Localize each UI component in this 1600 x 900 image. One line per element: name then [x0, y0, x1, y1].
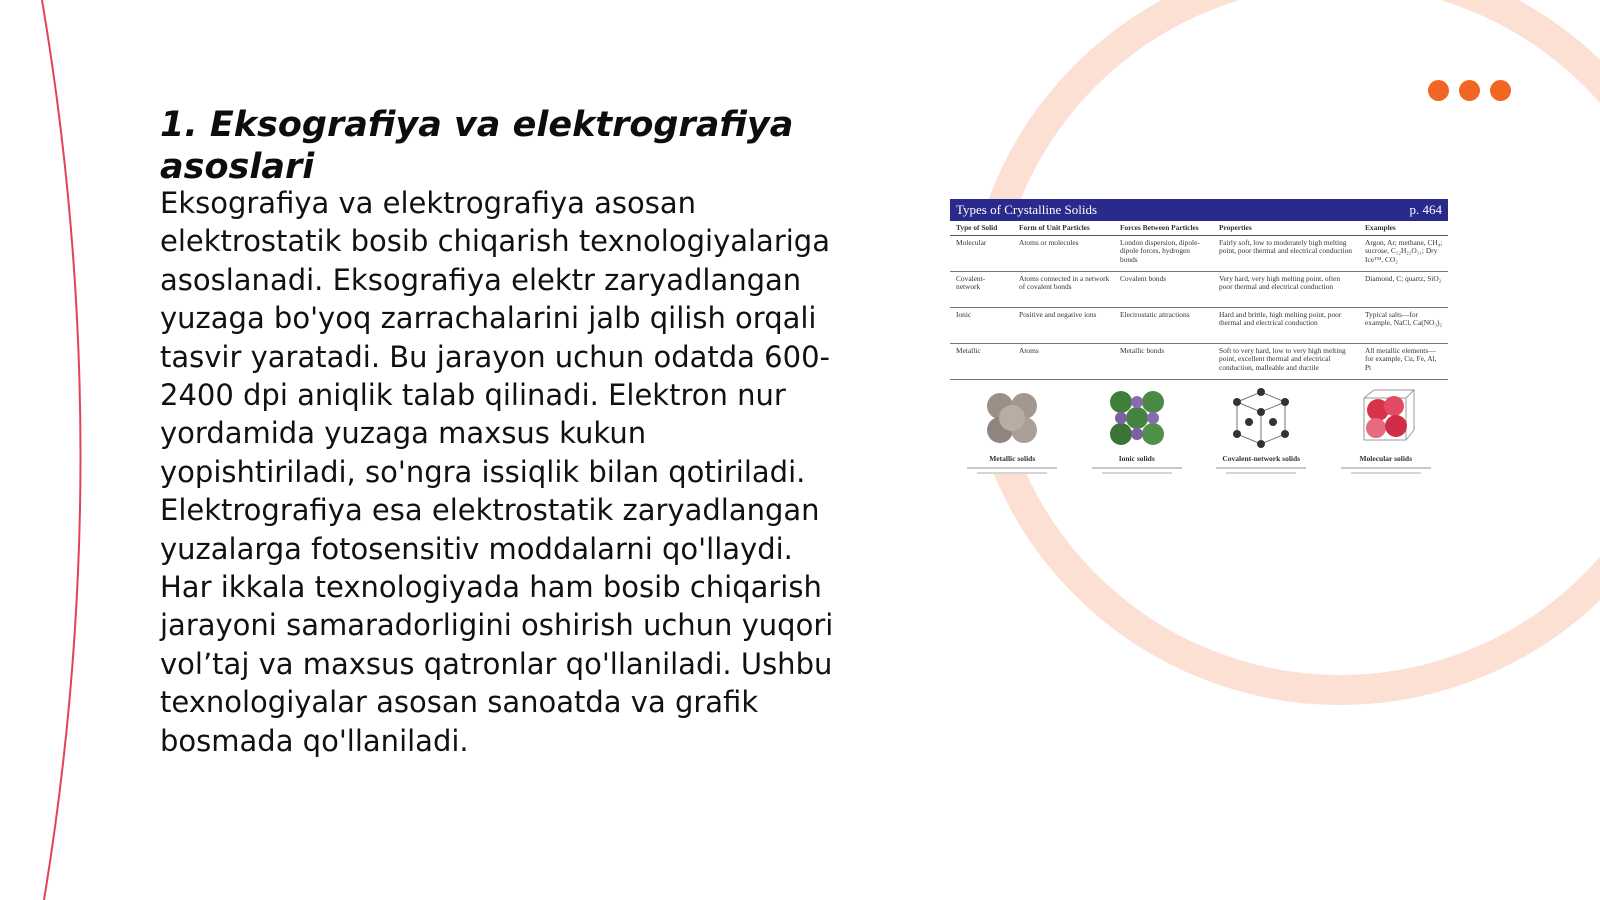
ionic-solid-illustration: [1078, 384, 1196, 474]
table-cell: Atoms: [1013, 343, 1114, 379]
table-cell: London dispersion, dipole-dipole forces, hydrogen bonds: [1114, 235, 1213, 271]
covalent-network-solid-illustration: [1202, 384, 1320, 474]
figure-page-number: p. 464: [1409, 202, 1442, 217]
figure-title: Types of Crystalline Solids: [956, 202, 1098, 217]
slide-title: 1. Eksografiya va elektrografiya asoslari: [160, 105, 794, 187]
caption-text-placeholder: [1092, 467, 1182, 469]
table-header-row: [950, 221, 1448, 235]
table-row: [950, 307, 1448, 343]
table-cell: Ionic: [950, 307, 1013, 343]
metallic-solid-illustration: [953, 384, 1071, 474]
figure-table: [950, 221, 1448, 380]
table-column-header: Forces Between Particles: [1114, 221, 1213, 235]
table-column-header: Properties: [1213, 221, 1359, 235]
molecular-solid-illustration: [1327, 384, 1445, 474]
table-cell: Soft to very hard, low to very high melting point, excellent thermal and electrical conduction, malleable and ductile: [1213, 343, 1359, 379]
caption-text-placeholder: [1226, 472, 1296, 474]
crystal-structure-images: [950, 380, 1448, 474]
caption-text-placeholder: [967, 467, 1057, 469]
molecular-lattice-icon: [1352, 384, 1420, 452]
table-column-header: Form of Unit Particles: [1013, 221, 1114, 235]
ionic-lattice-icon: [1103, 384, 1171, 452]
table-cell: Typical salts—for example, NaCl, Ca(NO₃)₂: [1359, 307, 1448, 343]
table-row: [950, 343, 1448, 379]
image-caption: Covalent-network solids: [1222, 453, 1301, 463]
table-cell: Electrostatic attractions: [1114, 307, 1213, 343]
caption-text-placeholder: [1216, 467, 1306, 469]
table-cell: Molecular: [950, 235, 1013, 271]
table-cell: Covalent-network: [950, 271, 1013, 307]
table-column-header: Examples: [1359, 221, 1448, 235]
table-cell: Argon, Ar; methane, CH₄; sucrose, C₁₂H₂₂O₁₁; Dry Ice™, CO₂: [1359, 235, 1448, 271]
table-cell: Fairly soft, low to moderately high melting point, poor thermal and electrical conduction: [1213, 235, 1359, 271]
table-cell: All metallic elements—for example, Cu, Fe, Al, Pt: [1359, 343, 1448, 379]
figure-header: [950, 199, 1448, 221]
image-caption: Ionic solids: [1118, 453, 1155, 463]
table-row: [950, 271, 1448, 307]
table-cell: Atoms or molecules: [1013, 235, 1114, 271]
caption-text-placeholder: [1351, 472, 1421, 474]
table-cell: Very hard, very high melting point, often poor thermal and electrical conduction: [1213, 271, 1359, 307]
image-caption: Metallic solids: [989, 453, 1036, 463]
left-accent-curve: [42, 0, 81, 900]
dot-icon: [1428, 80, 1449, 101]
table-row: [950, 235, 1448, 271]
caption-text-placeholder: [977, 472, 1047, 474]
caption-text-placeholder: [1102, 472, 1172, 474]
table-cell: Positive and negative ions: [1013, 307, 1114, 343]
table-cell: Covalent bonds: [1114, 271, 1213, 307]
table-cell: Atoms connected in a network of covalent bonds: [1013, 271, 1114, 307]
covalent-lattice-icon: [1227, 384, 1295, 452]
slide-body-text: Eksografiya va elektrografiya asosan elektrostatik bosib chiqarish texnologiyalariga asoslanadi. Eksografiya elektr zaryadlangan yuzaga bo'yoq zarrachalarini jalb qilish orqali tasvir yaratadi. Bu jarayon uchun odatda 600-2400 dpi aniqlik talab qilinadi. Elektron nur yordamida yuzaga maxsus kukun yopishtiriladi, so'ngra issiqlik bilan qotiriladi. Elektrografiya esa elektrostatik zaryadlangan yuzalarga fotosensitiv moddalarni qo'llaydi. Har ikkala texnologiyada ham bosib chiqarish jarayoni samaradorligini oshirish uchun yuqori vol’taj va maxsus qatronlar qo'llaniladi. Ushbu texnologiyalar asosan sanoatda va grafik bosmada qo'llaniladi.: [160, 186, 834, 758]
table-cell: Diamond, C; quartz, SiO₂: [1359, 271, 1448, 307]
ellipsis-dots-icon: [1428, 80, 1511, 101]
dot-icon: [1490, 80, 1511, 101]
image-caption: Molecular solids: [1359, 453, 1413, 463]
table-cell: Metallic: [950, 343, 1013, 379]
table-cell: Hard and brittle, high melting point, poor thermal and electrical conduction: [1213, 307, 1359, 343]
caption-text-placeholder: [1341, 467, 1431, 469]
metallic-lattice-icon: [978, 384, 1046, 452]
dot-icon: [1459, 80, 1480, 101]
crystalline-solids-figure: [950, 199, 1448, 474]
table-cell: Metallic bonds: [1114, 343, 1213, 379]
table-column-header: Type of Solid: [950, 221, 1013, 235]
